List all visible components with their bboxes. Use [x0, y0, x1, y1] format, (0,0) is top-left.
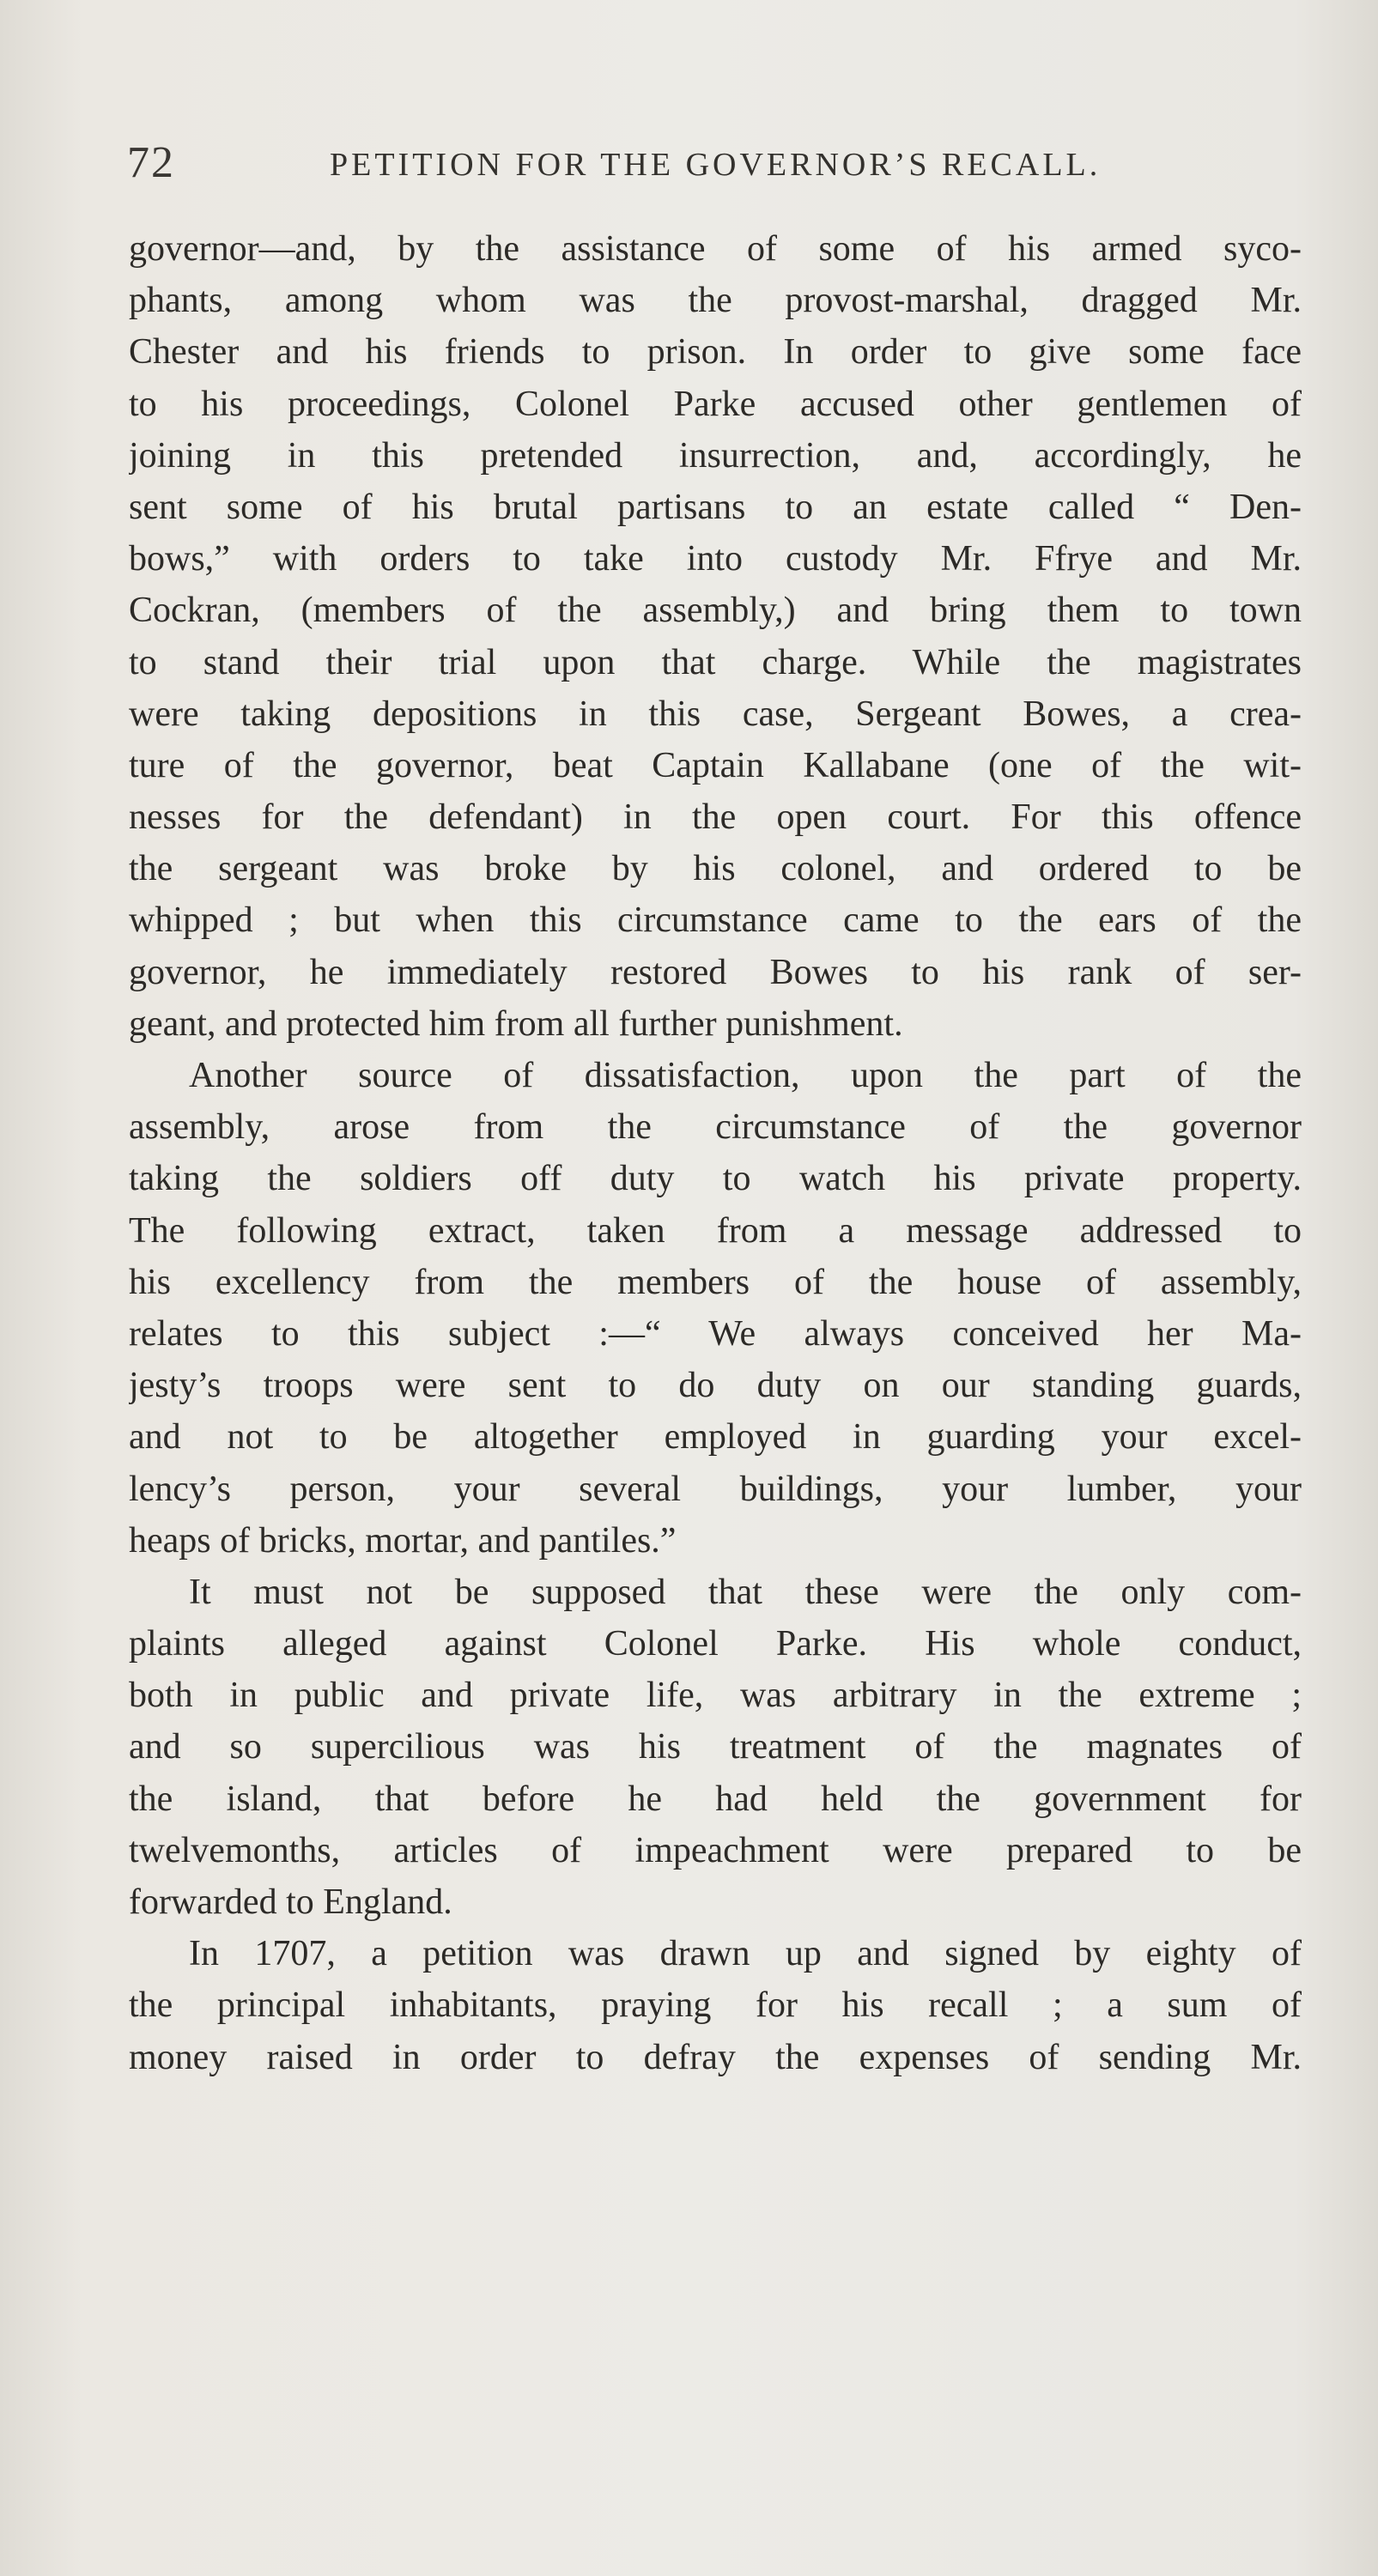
text-line: Another source of dissatisfaction, upon the part of the: [189, 1056, 1302, 1095]
text-line: lency’s person, your several buildings, your lumber, your: [129, 1469, 1302, 1509]
page-number: 72: [127, 138, 175, 187]
text-line: In 1707, a petition was drawn up and signed by eighty of: [189, 1934, 1302, 1974]
text-line: ture of the governor, beat Captain Kallabane (one of the wit-: [129, 745, 1302, 785]
running-head: PETITION FOR THE GOVERNOR’S RECALL.: [330, 147, 1102, 183]
text-line: It must not be supposed that these were the only com-: [189, 1572, 1302, 1612]
text-line: forwarded to England.: [129, 1882, 452, 1922]
text-line: governor—and, by the assistance of some of his armed syco-: [129, 229, 1302, 269]
text-line: assembly, arose from the circumstance of the governor: [129, 1107, 1302, 1148]
text-line: both in public and private life, was arbitrary in the extreme ;: [129, 1676, 1302, 1716]
body-text: [129, 223, 1302, 2083]
text-line: bows,” with orders to take into custody Mr. Ffrye and Mr.: [129, 539, 1302, 579]
text-line: phants, among whom was the provost-marshal, dragged Mr.: [129, 281, 1302, 321]
text-line: the principal inhabitants, praying for his recall ; a sum of: [129, 1985, 1302, 2026]
text-line: and so supercilious was his treatment of the magnates of: [129, 1727, 1302, 1767]
text-line: the sergeant was broke by his colonel, and ordered to be: [129, 849, 1302, 889]
text-line: twelvemonths, articles of impeachment were prepared to be: [129, 1830, 1302, 1870]
text-line: to his proceedings, Colonel Parke accused other gentlemen of: [129, 384, 1302, 424]
text-line: governor, he immediately restored Bowes to his rank of ser-: [129, 952, 1302, 992]
text-line: taking the soldiers off duty to watch his private property.: [129, 1159, 1302, 1199]
text-line: The following extract, taken from a message addressed to: [129, 1210, 1302, 1251]
text-line: relates to this subject :—“ We always conceived her Ma-: [129, 1313, 1302, 1354]
text-line: sent some of his brutal partisans to an estate called “ Den-: [129, 487, 1302, 527]
text-line: Chester and his friends to prison. In order to give some face: [129, 332, 1302, 373]
text-line: to stand their trial upon that charge. While the magistrates: [129, 642, 1302, 682]
text-line: jesty’s troops were sent to do duty on our standing guards,: [129, 1366, 1302, 1406]
text-line: Cockran, (members of the assembly,) and bring them to town: [129, 591, 1302, 631]
page-header: [127, 137, 1278, 189]
text-line: plaints alleged against Colonel Parke. His whole conduct,: [129, 1624, 1302, 1664]
text-line: geant, and protected him from all further punishment.: [129, 1003, 903, 1044]
text-line: the island, that before he had held the government for: [129, 1779, 1302, 1819]
text-line: whipped ; but when this circumstance came to the ears of the: [129, 900, 1302, 941]
text-line: heaps of bricks, mortar, and pantiles.”: [129, 1520, 677, 1561]
text-line: nesses for the defendant) in the open court. For this offence: [129, 797, 1302, 838]
text-line: and not to be altogether employed in guarding your excel-: [129, 1417, 1302, 1458]
text-line: joining in this pretended insurrection, and, accordingly, he: [129, 435, 1302, 476]
text-line: were taking depositions in this case, Sergeant Bowes, a crea-: [129, 694, 1302, 734]
text-line: money raised in order to defray the expenses of sending Mr.: [129, 2037, 1302, 2077]
text-line: his excellency from the members of the house of assembly,: [129, 1262, 1302, 1302]
